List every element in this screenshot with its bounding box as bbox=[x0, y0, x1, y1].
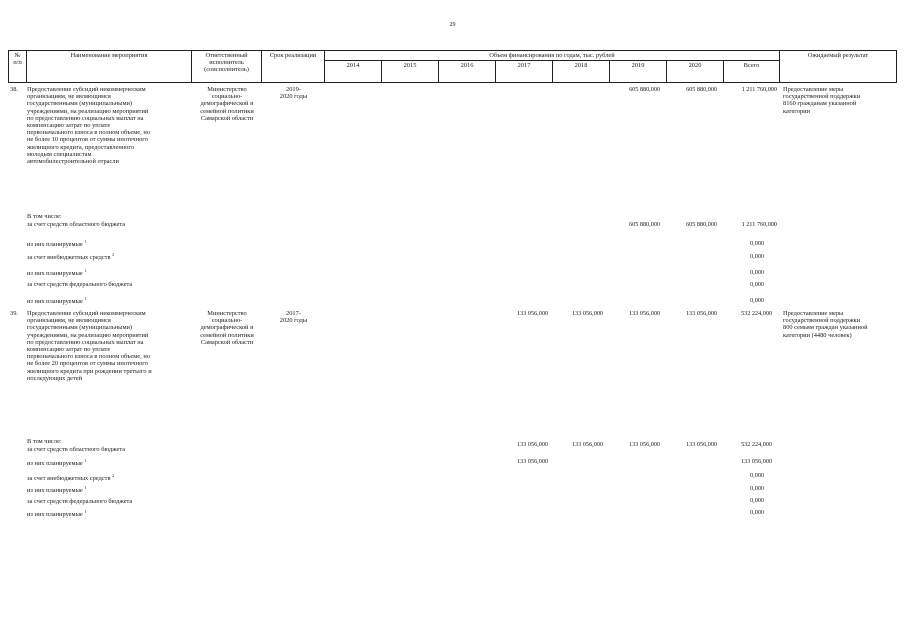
row38-vne: за счет внебюджетных средств $^2$ bbox=[27, 251, 115, 261]
row39-plan3: из них планируемые $^1$ bbox=[27, 508, 87, 518]
header-year-2017: 2017 bbox=[496, 61, 553, 83]
row39-responsible: Министерство социально- демографической и семейной политики Самарской области bbox=[200, 310, 254, 346]
row38-plan3-total: 0,000 bbox=[750, 297, 764, 304]
row38-total: 1 211 760,000 bbox=[741, 86, 777, 93]
row38-responsible: Министерство социально- демографической и семейной политики Самарской области bbox=[200, 86, 254, 122]
row39-incl: В том числе: bbox=[27, 438, 62, 445]
row38-2019: 605 880,000 bbox=[629, 86, 660, 93]
row39-obl-2019: 133 056,000 bbox=[629, 441, 660, 448]
row39-2020: 133 056,000 bbox=[686, 310, 717, 317]
row38-obl-label: за счет средств областного бюджета bbox=[27, 221, 126, 228]
row38-fed: за счет средств федерального бюджета bbox=[27, 281, 133, 288]
row39-name: Предоставление субсидий некоммерческим организациям, не являющимся государственными (муниципальными) учреждениями, на реализацию мероприятий по предоставлению социальных выплат на компенсацию затрат по уплате первоначального взноса в полном объеме, но не более 20 процентов от суммы ипотечного жилищного кредита при рождении третьего и последующих детей bbox=[27, 310, 152, 382]
row39-2019: 133 056,000 bbox=[629, 310, 660, 317]
header-period: Срок реализации bbox=[262, 50, 325, 83]
row39-plan1: из них планируемые $^1$ bbox=[27, 457, 87, 467]
header-year-2018: 2018 bbox=[553, 61, 610, 83]
row38-plan2: из них планируемые $^1$ bbox=[27, 267, 87, 277]
row38-plan3: из них планируемые $^1$ bbox=[27, 295, 87, 305]
row39-obl-2018: 133 056,000 bbox=[572, 441, 603, 448]
header-year-2020: 2020 bbox=[667, 61, 724, 83]
row38-obl-2019: 605 880,000 bbox=[629, 221, 660, 228]
row38-name: Предоставление субсидий некоммерческим организациям, не являющимся государственными (муниципальными) учреждениями, на реализацию мероприятий по предоставлению социальных выплат на компенсацию затрат по уплате первоначального взноса в полном объеме, но не более 10 процентов от суммы ипотечного жилищного кредита, предоставленного молодым специалистам автомобилестроительной отрасли bbox=[27, 86, 150, 166]
header-result: Ожидаемый результат bbox=[780, 50, 897, 83]
row38-result: Предоставление меры государственной поддержки 8160 гражданам указанной категории bbox=[783, 86, 861, 115]
page-number: 29 bbox=[449, 22, 456, 28]
row39-fed-total: 0,000 bbox=[750, 497, 764, 504]
row39-2018: 133 056,000 bbox=[572, 310, 603, 317]
row39-fed: за счет средств федерального бюджета bbox=[27, 498, 133, 505]
header-name: Наименование мероприятия bbox=[27, 50, 192, 83]
header-year-2015: 2015 bbox=[382, 61, 439, 83]
row39-obl-2017: 133 056,000 bbox=[517, 441, 548, 448]
row38-obl-total: 1 211 760,000 bbox=[741, 221, 777, 228]
row39-plan2-total: 0,000 bbox=[750, 485, 764, 492]
row38-plan2-total: 0,000 bbox=[750, 269, 764, 276]
header-year-total: Всего bbox=[724, 61, 780, 83]
row39-total: 532 224,000 bbox=[741, 310, 772, 317]
row38-period: 2019- 2020 годы bbox=[279, 86, 308, 101]
row38-obl-2020: 605 880,000 bbox=[686, 221, 717, 228]
header-year-2016: 2016 bbox=[439, 61, 496, 83]
row38-plan1: из них планируемые $^1$ bbox=[27, 238, 87, 248]
row38-num: 38. bbox=[10, 86, 18, 93]
row39-period: 2017- 2020 годы bbox=[279, 310, 308, 325]
row39-result: Предоставление меры государственной поддержки 800 семьям граждан указанной категории (4480 человек) bbox=[783, 310, 868, 339]
row39-plan2: из них планируемые $^1$ bbox=[27, 484, 87, 494]
row39-2017: 133 056,000 bbox=[517, 310, 548, 317]
row39-vne: за счет внебюджетных средств $^2$ bbox=[27, 472, 115, 482]
row38-fed-total: 0,000 bbox=[750, 281, 764, 288]
row39-obl-label: за счет средств областного бюджета bbox=[27, 446, 126, 453]
row39-plan3-total: 0,000 bbox=[750, 509, 764, 516]
row39-plan1-2017: 133 056,000 bbox=[517, 458, 548, 465]
row38-plan1-total: 0,000 bbox=[750, 240, 764, 247]
row38-2020: 605 880,000 bbox=[686, 86, 717, 93]
header-num: № п/п bbox=[8, 50, 27, 83]
row39-obl-2020: 133 056,000 bbox=[686, 441, 717, 448]
row38-incl: В том числе: bbox=[27, 213, 62, 220]
header-year-2019: 2019 bbox=[610, 61, 667, 83]
row39-obl-total: 532 224,000 bbox=[741, 441, 772, 448]
header-year-2014: 2014 bbox=[325, 61, 382, 83]
header-responsible: Ответственный исполнитель (соисполнитель) bbox=[192, 50, 262, 83]
row39-num: 39. bbox=[10, 310, 18, 317]
row39-vne-total: 0,000 bbox=[750, 472, 764, 479]
row38-vne-total: 0,000 bbox=[750, 253, 764, 260]
row39-plan1-total: 133 056,000 bbox=[741, 458, 772, 465]
header-funding: Объем финансирования по годам, тыс. рублей bbox=[325, 50, 780, 61]
